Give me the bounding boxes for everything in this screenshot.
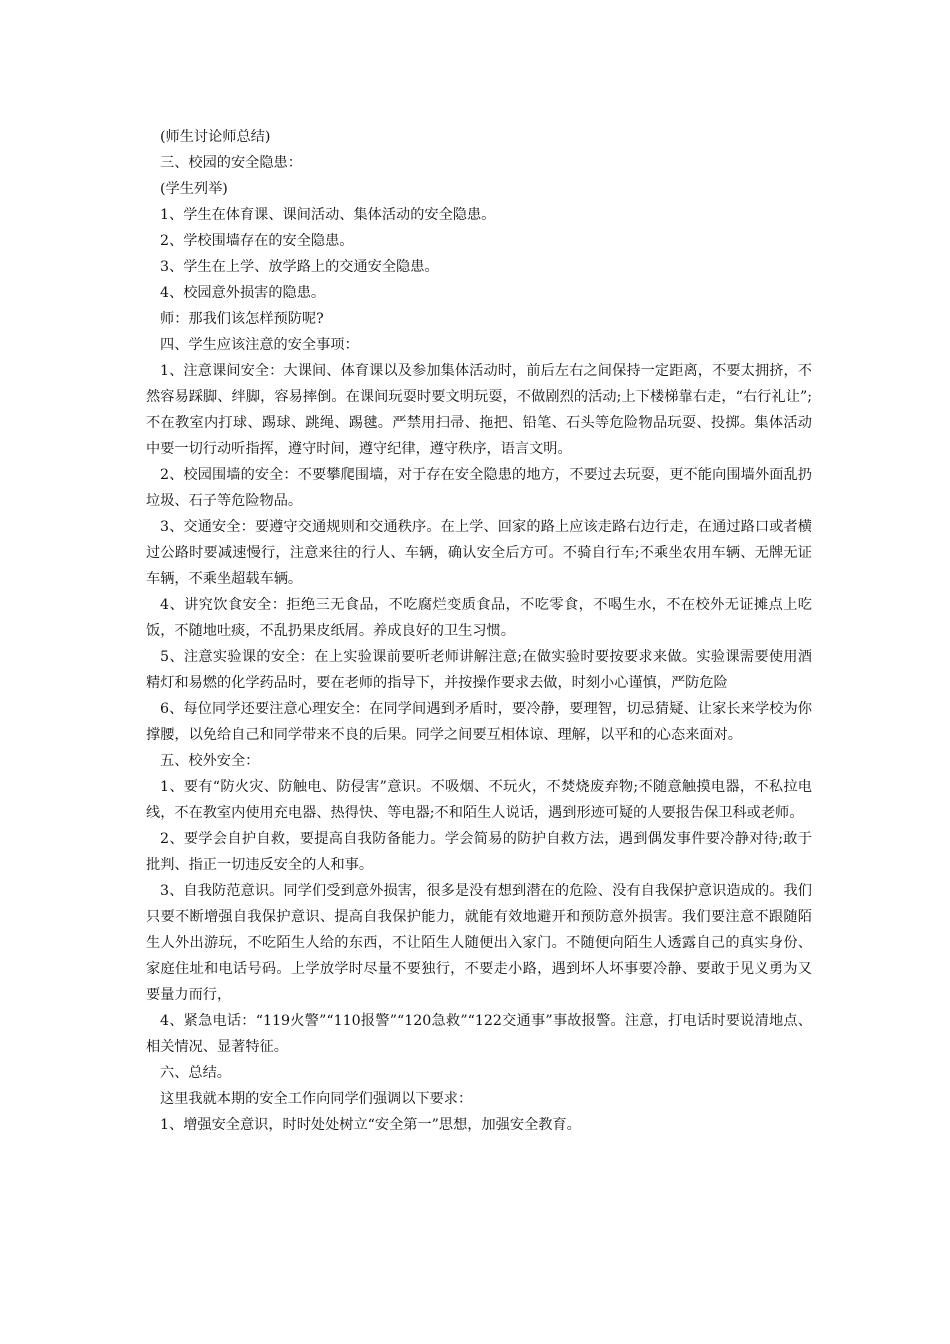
offcampus-item-3: 3、自我防范意识。同学们受到意外损害，很多是没有想到潜在的危险、没有自我保护意识造成的。我们只要不断增强自我保护意识、提高自我保护能力，就能有效地避开和预防意外损害。我们要注意不跟随陌生人外出游玩，不吃陌生人给的东西，不让陌生人随便出入家门。不随便向陌生人透露自己的真实身份、家庭住址和电话号码。上学放学时尽量不要独行，不要走小路，遇到坏人坏事要冷静、要敢于见义勇为又要量力而行， bbox=[146, 883, 812, 1003]
safety-item-1: 1、注意课间安全：大课间、体育课以及参加集体活动时，前后左右之间保持一定距离，不要太拥挤，不然容易踩脚、绊脚，容易摔倒。在课间玩耍时要文明玩耍，不做剧烈的活动;上下楼梯靠右走，“右行礼让”;不在教室内打球、踢球、跳绳、踢毽。严禁用扫帚、拖把、铅笔、石头等危险物品玩耍、投掷。集体活动中要一切行动听指挥，遵守时间，遵守纪律，遵守秩序，语言文明。 bbox=[146, 363, 812, 457]
teacher-question: 师：那我们该怎样预防呢? bbox=[160, 311, 324, 327]
hazard-item-3: 3、学生在上学、放学路上的交通安全隐患。 bbox=[160, 259, 439, 275]
summary-intro: 这里我就本期的安全工作向同学们强调以下要求： bbox=[160, 1091, 473, 1107]
safety-item-3: 3、交通安全：要遵守交通规则和交通秩序。在上学、回家的路上应该走路右边行走，在通过路口或者横过公路时要减速慢行，注意来往的行人、车辆，确认安全后方可。不骑自行车;不乘坐农用车辆、无牌无证车辆，不乘坐超载车辆。 bbox=[146, 519, 812, 587]
student-list-note: (学生列举) bbox=[160, 181, 228, 197]
offcampus-item-2: 2、要学会自护自救，要提高自我防备能力。学会简易的防护自救方法，遇到偶发事件要冷静对待;敢于批判、指正一切违反安全的人和事。 bbox=[146, 831, 812, 873]
hazard-item-4: 4、校园意外损害的隐患。 bbox=[160, 285, 326, 301]
safety-item-4: 4、讲究饮食安全：拒绝三无食品，不吃腐烂变质食品，不吃零食，不喝生水，不在校外无证摊点上吃饭，不随地吐痰，不乱扔果皮纸屑。养成良好的卫生习惯。 bbox=[146, 597, 812, 639]
section-heading-offcampus: 五、校外安全： bbox=[160, 753, 260, 769]
section-heading-campus-hazards: 三、校园的安全隐患： bbox=[160, 155, 302, 171]
summary-item-1: 1、增强安全意识，时时处处树立“安全第一”思想，加强安全教育。 bbox=[160, 1117, 581, 1133]
section-heading-safety-items: 四、学生应该注意的安全事项： bbox=[160, 337, 359, 353]
offcampus-item-4: 4、紧急电话：“119火警”“110报警”“120急救”“122交通事”事故报警。注意，打电话时要说清地点、相关情况、显著特征。 bbox=[146, 1013, 812, 1055]
hazard-item-2: 2、学校围墙存在的安全隐患。 bbox=[160, 233, 354, 249]
discussion-note: (师生讨论师总结) bbox=[160, 129, 271, 145]
offcampus-item-1: 1、要有“防火灾、防触电、防侵害”意识。不吸烟、不玩火，不焚烧废弃物;不随意触摸电器，不私拉电线，不在教室内使用充电器、热得快、等电器;不和陌生人说话，遇到形迹可疑的人要报告保卫科或老师。 bbox=[146, 779, 812, 821]
document-body bbox=[146, 124, 812, 1138]
hazard-item-1: 1、学生在体育课、课间活动、集体活动的安全隐患。 bbox=[160, 207, 496, 223]
safety-item-2: 2、校园围墙的安全：不要攀爬围墙，对于存在安全隐患的地方，不要过去玩耍，更不能向围墙外面乱扔垃圾、石子等危险物品。 bbox=[146, 467, 812, 509]
safety-item-6: 6、每位同学还要注意心理安全：在同学间遇到矛盾时，要冷静，要理智，切忌猜疑、让家长来学校为你撑腰，以免给自己和同学带来不良的后果。同学之间要互相体谅、理解，以平和的心态来面对。 bbox=[146, 701, 812, 743]
safety-item-5: 5、注意实验课的安全：在上实验课前要听老师讲解注意;在做实验时要按要求来做。实验课需要使用酒精灯和易燃的化学药品时，要在老师的指导下，并按操作要求去做，时刻小心谨慎，严防危险 bbox=[146, 649, 812, 691]
section-heading-summary: 六、总结。 bbox=[160, 1065, 231, 1081]
